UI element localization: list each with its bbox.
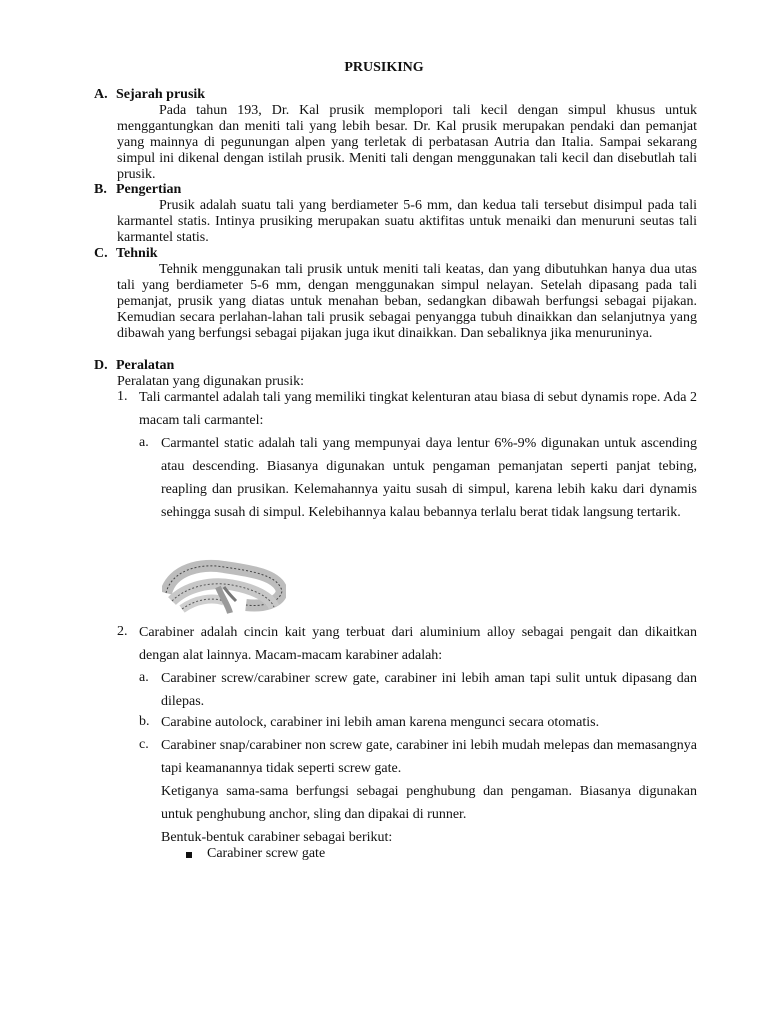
list-item-2-text: Carabiner adalah cincin kait yang terbuat dari aluminium alloy sebagai pengait dan dikaitkan dengan alat lainnya. Macam-macam karabiner adalah: <box>139 625 697 663</box>
list-item-2-number: 2. <box>117 624 128 639</box>
section-a-title: Sejarah prusik <box>116 87 206 102</box>
carabiner-shapes-intro: Bentuk-bentuk carabiner sebagai berikut: <box>161 830 393 845</box>
carabiner-function-paragraph: Ketiganya sama-sama berfungsi sebagai penghubung dan pengaman. Biasanya digunakan untuk penghubung anchor, sling dan dipakai di runner. <box>161 784 697 822</box>
section-b-body: Prusik adalah suatu tali yang berdiameter 5-6 mm, dan kedua tali tersebut disimpul pada tali karmantel statis. Intinya prusiking merupakan suatu aktifitas untuk menaiki dan menuruni seutas tali karmantel statis. <box>117 198 697 245</box>
section-c-heading <box>94 246 158 262</box>
section-a-heading <box>94 87 205 103</box>
bullet-item-screw-gate: Carabiner screw gate <box>207 846 326 861</box>
list-item-2c-text: Carabiner snap/carabiner non screw gate, carabiner ini lebih mudah melepas dan memasangnya tapi keamanannya tidak seperti screw gate. <box>161 738 697 776</box>
section-a-body: Pada tahun 193, Dr. Kal prusik memplopori tali kecil dengan simpul khusus untuk menggantungkan dan meniti tali yang lebih besar. Dr. Kal prusik merupakan pendaki dan pemanjat yang mainnya di pegunungan alpen yang terletak di perbatasan Autria dan Italia. Sampai sekarang simpul ini dikenal dengan istilah prusik. Meniti tali dengan menggunakan tali kecil dan disebutlah tali prusik. <box>117 103 697 182</box>
list-item-2a-letter: a. <box>139 670 149 685</box>
section-c-title: Tehnik <box>116 246 158 261</box>
section-b-heading <box>94 182 181 198</box>
list-item-1a-text: Carmantel static adalah tali yang mempunyai daya lentur 6%-9% digunakan untuk ascending atau descending. Biasanya digunakan untuk pengaman pemanjatan seperti panjat tebing, reapling dan prusikan. Kelemahannya yaitu susah di simpul, karena lebih kaku dari dynamis sehingga susah di simpul. Kelebihannya kalau bebannya terlalu berat tidak langsung tertarik. <box>161 436 697 520</box>
section-d-title: Peralatan <box>116 358 175 373</box>
list-item-1-text: Tali carmantel adalah tali yang memiliki tingkat kelenturan atau biasa di sebut dynamis rope. Ada 2 macam tali carmantel: <box>139 390 697 428</box>
section-c-body: Tehnik menggunakan tali prusik untuk meniti tali keatas, dan yang dibutuhkan hanya dua utas tali yang berdiameter 5-6 mm, dengan menggunakan simpul nelayan. Setelah dipasang pada tali pemanjat, prusik yang diatas untuk menahan beban, sedangkan dibawah berfungsi sebagai pijakan. Kemudian secara perlahan-lahan tali prusik sebagai penyangga tubuh dinaikkan dan selanjutnya yang dibawah yang berfungsi sebagai pijakan juga ikut dinaikkan. Dan sebaliknya jika menuruninya. <box>117 262 697 341</box>
list-item-2b-letter: b. <box>139 714 150 729</box>
section-b-title: Pengertian <box>116 182 182 197</box>
section-d-intro: Peralatan yang digunakan prusik: <box>117 374 305 389</box>
section-d-heading <box>94 358 174 374</box>
section-c-letter: C. <box>94 246 108 261</box>
list-item-2b-text: Carabine autolock, carabiner ini lebih aman karena mengunci secara otomatis. <box>161 715 600 730</box>
list-item-2a-text: Carabiner screw/carabiner screw gate, carabiner ini lebih aman tapi sulit untuk dipasang dan dilepas. <box>161 671 697 709</box>
section-d-letter: D. <box>94 358 108 373</box>
list-item-1a-letter: a. <box>139 435 149 450</box>
list-item-2c-letter: c. <box>139 737 149 752</box>
section-a-letter: A. <box>94 87 108 102</box>
carmantel-rope-image <box>162 557 286 617</box>
list-item-1-number: 1. <box>117 389 128 404</box>
section-b-letter: B. <box>94 182 107 197</box>
document-title: PRUSIKING <box>344 60 424 75</box>
square-bullet-icon <box>186 852 192 858</box>
